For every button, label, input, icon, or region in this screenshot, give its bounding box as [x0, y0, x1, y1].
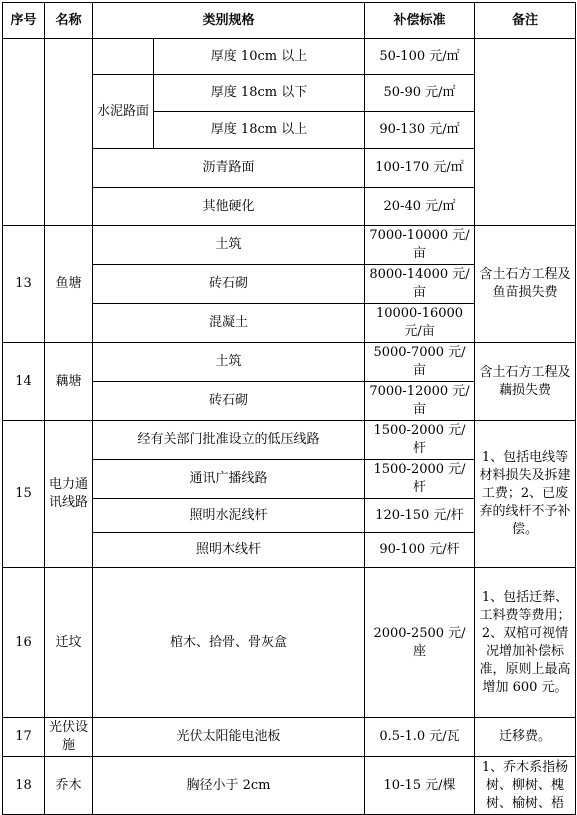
cell-remark: 含土石方工程及藕损失费	[475, 343, 576, 421]
cell-no: 17	[3, 718, 45, 757]
cell-standard: 5000-7000 元/亩	[365, 343, 475, 382]
cell-standard: 1500-2000 元/杆	[365, 421, 475, 460]
cell-no-empty	[3, 39, 45, 226]
cell-standard: 7000-10000 元/亩	[365, 226, 475, 265]
cell-spec: 厚度 10cm 以上	[154, 39, 365, 75]
table-row	[3, 343, 576, 382]
table-row	[3, 226, 576, 265]
cell-standard: 0.5-1.0 元/瓦	[365, 718, 475, 757]
cell-spec: 其他硬化	[93, 188, 365, 226]
header-standard: 补偿标准	[365, 3, 475, 39]
cell-spec: 照明水泥线杆	[93, 499, 365, 533]
table-row	[3, 39, 576, 75]
cell-standard: 10-15 元/棵	[365, 757, 475, 815]
cell-standard: 50-100 元/㎡	[365, 39, 475, 75]
header-spec: 类别规格	[93, 3, 365, 39]
cell-remark: 含土石方工程及鱼苗损失费	[475, 226, 576, 343]
cell-name: 藕塘	[45, 343, 93, 421]
cell-spec: 胸径小于 2cm	[93, 757, 365, 815]
cell-spec: 光伏太阳能电池板	[93, 718, 365, 757]
cell-spec: 砖石砌	[93, 265, 365, 304]
cell-name: 光伏设施	[45, 718, 93, 757]
cell-name-empty	[45, 39, 93, 226]
cell-remark-empty	[475, 39, 576, 226]
cell-spec: 厚度 18cm 以上	[154, 112, 365, 149]
cell-no: 18	[3, 757, 45, 815]
cell-name: 电力通讯线路	[45, 421, 93, 568]
table-row	[3, 718, 576, 757]
cell-standard: 10000-16000 元/亩	[365, 304, 475, 343]
cell-remark: 迁移费。	[475, 718, 576, 757]
header-remark: 备注	[475, 3, 576, 39]
cell-spec: 照明木线杆	[93, 533, 365, 568]
cell-name: 乔木	[45, 757, 93, 815]
header-no: 序号	[3, 3, 45, 39]
cell-no: 14	[3, 343, 45, 421]
compensation-table	[2, 2, 576, 815]
cell-standard: 90-100 元/杆	[365, 533, 475, 568]
cell-spec: 混凝土	[93, 304, 365, 343]
cell-sub-empty	[93, 39, 154, 75]
cell-remark: 1、包括电线等材料损失及拆建工费；2、已废弃的线杆不予补偿。	[475, 421, 576, 568]
cell-remark: 1、乔木系指杨树、柳树、槐树、榆树、梧	[475, 757, 576, 815]
table-row	[3, 421, 576, 460]
cell-spec: 通讯广播线路	[93, 460, 365, 499]
cell-standard: 7000-12000 元/亩	[365, 382, 475, 421]
cell-spec: 砖石砌	[93, 382, 365, 421]
cell-standard: 20-40 元/㎡	[365, 188, 475, 226]
cell-no: 16	[3, 568, 45, 718]
table-row	[3, 757, 576, 815]
header-row	[3, 3, 576, 39]
cell-standard: 100-170 元/㎡	[365, 149, 475, 188]
cell-spec: 土筑	[93, 343, 365, 382]
cell-standard: 90-130 元/㎡	[365, 112, 475, 149]
cell-spec: 沥青路面	[93, 149, 365, 188]
cell-name: 鱼塘	[45, 226, 93, 343]
cell-standard: 2000-2500 元/座	[365, 568, 475, 718]
cell-no: 13	[3, 226, 45, 343]
header-name: 名称	[45, 3, 93, 39]
cell-standard: 50-90 元/㎡	[365, 75, 475, 112]
cell-spec: 经有关部门批准设立的低压线路	[93, 421, 365, 460]
cell-spec: 棺木、拾骨、骨灰盒	[93, 568, 365, 718]
cell-remark: 1、包括迁葬、工料费等费用；2、双棺可视情况增加补偿标准，原则上最高增加 600 元。	[475, 568, 576, 718]
table-row	[3, 568, 576, 718]
cell-spec: 土筑	[93, 226, 365, 265]
cell-standard: 1500-2000 元/杆	[365, 460, 475, 499]
cement-road-label: 水泥路面	[93, 75, 154, 149]
cell-spec: 厚度 18cm 以下	[154, 75, 365, 112]
cell-name: 迁坟	[45, 568, 93, 718]
cell-no: 15	[3, 421, 45, 568]
cell-standard: 8000-14000 元/亩	[365, 265, 475, 304]
cell-standard: 120-150 元/杆	[365, 499, 475, 533]
